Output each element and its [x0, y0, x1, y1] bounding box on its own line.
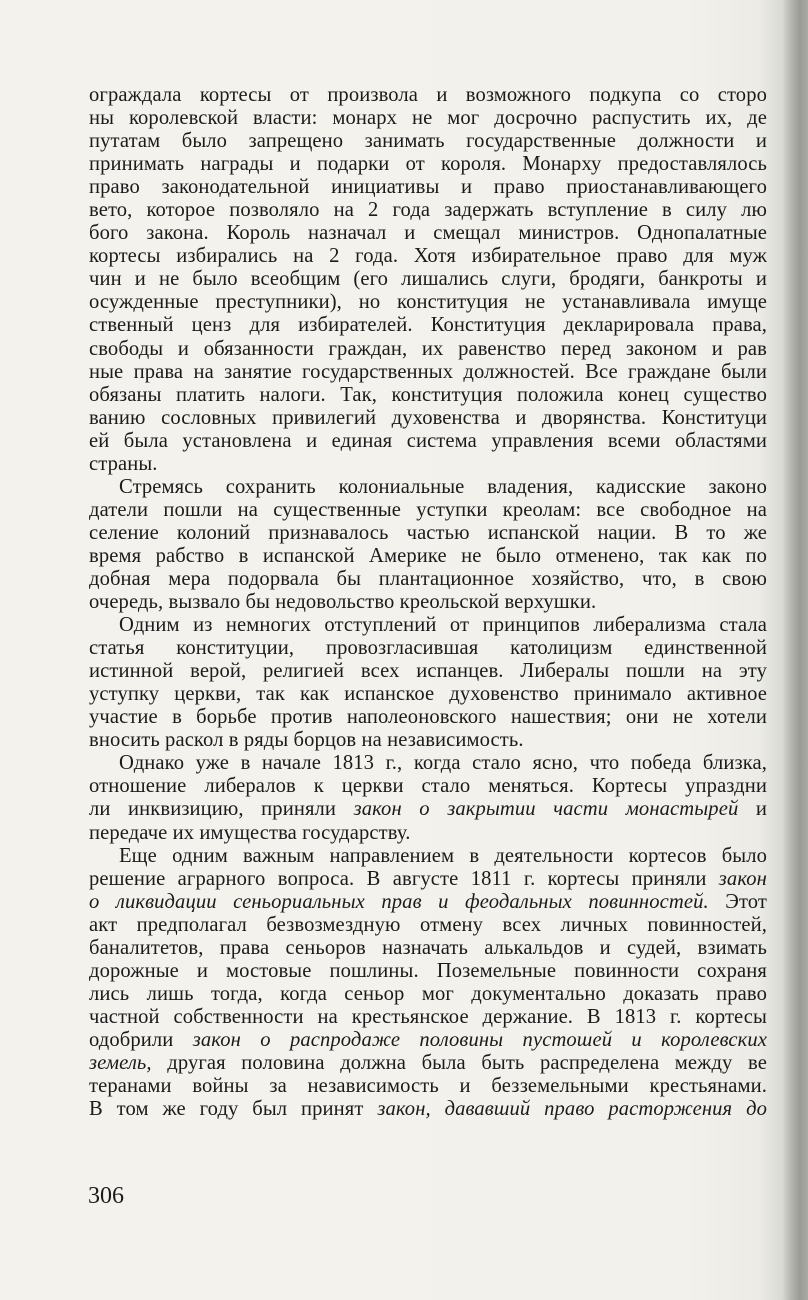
- text-segment: страны.: [89, 452, 158, 475]
- text-line: [89, 706, 767, 729]
- text-line: [89, 1075, 767, 1098]
- text-line: [89, 868, 767, 891]
- text-line: [89, 268, 767, 291]
- page-gutter-shadow: [782, 0, 808, 1300]
- text-segment: отношение либералов к церкви стало меняться. Кортесы упраздни: [89, 775, 767, 798]
- text-line: [89, 960, 767, 983]
- text-segment: право законодательной инициативы и право приостанавливающего: [89, 176, 767, 199]
- italic-text-segment: закон о распродаже половины пустошей и королевских: [192, 1028, 767, 1051]
- text-line: [89, 314, 767, 337]
- text-segment: ей была установлена и единая система управления всеми областями: [89, 429, 767, 452]
- text-line: [89, 798, 767, 821]
- text-segment: селение колоний признавалось частью испанской нации. В то же: [89, 521, 767, 544]
- text-line: [89, 1006, 767, 1029]
- text-line: [89, 176, 767, 199]
- text-segment: Одним из немногих отступлений от принципов либерализма стала: [119, 614, 767, 637]
- text-segment: лись лишь тогда, когда сеньор мог документально доказать право: [89, 982, 767, 1005]
- text-line: [89, 361, 767, 384]
- text-segment: другая половина должна была быть распределена между ве: [151, 1051, 767, 1074]
- text-line: [89, 522, 767, 545]
- text-line: [89, 660, 767, 683]
- text-line: [89, 453, 767, 476]
- text-line: [89, 545, 767, 568]
- text-segment: свободы и обязанности граждан, их равенство перед законом и рав: [89, 337, 767, 360]
- text-segment: теранами войны за независимость и безземельными крестьянами.: [89, 1075, 767, 1098]
- italic-text-segment: о ликвидации сеньориальных прав и феодальных повинностей.: [89, 890, 709, 913]
- text-segment: статья конституции, провозгласившая католицизм единственной: [89, 637, 767, 660]
- text-segment: В том же году был принят: [89, 1098, 378, 1121]
- text-line: [89, 937, 767, 960]
- text-line: [89, 130, 767, 153]
- text-line: [89, 499, 767, 522]
- text-line: [89, 384, 767, 407]
- text-segment: бого закона. Король назначал и смещал министров. Однопалатные: [89, 222, 767, 245]
- text-segment: Однако уже в начале 1813 г., когда стало ясно, что победа близка,: [119, 752, 767, 775]
- text-segment: время рабство в испанской Америке не было отменено, так как по: [89, 544, 767, 567]
- text-line: [89, 752, 767, 775]
- text-line: [89, 683, 767, 706]
- text-segment: обязаны платить налоги. Так, конституция положила конец существо: [89, 383, 767, 406]
- text-segment: ограждала кортесы от произвола и возможного подкупа со сторо: [89, 84, 767, 106]
- text-line: [89, 1052, 767, 1075]
- text-line: [89, 476, 767, 499]
- text-segment: одобрили: [89, 1028, 193, 1051]
- text-line: [89, 775, 767, 798]
- italic-text-segment: закон о закрытии части монастырей: [353, 798, 739, 821]
- text-segment: уступку церкви, так как испанское духовенство принимало активное: [89, 683, 767, 706]
- text-segment: ны королевской власти: монарх не мог досрочно распустить их, де: [89, 107, 767, 130]
- text-line: [89, 822, 767, 845]
- text-line: [89, 407, 767, 430]
- text-segment: Еще одним важным направлением в деятельности кортесов было: [119, 844, 767, 867]
- text-line: [89, 591, 767, 614]
- text-line: [89, 84, 767, 107]
- text-segment: баналитетов, права сеньоров назначать алькальдов и судей, взимать: [89, 936, 767, 959]
- body-text: [89, 84, 767, 1121]
- text-line: [89, 107, 767, 130]
- text-line: [89, 1098, 767, 1121]
- text-line: [89, 891, 767, 914]
- text-line: [89, 430, 767, 453]
- text-line: [89, 845, 767, 868]
- text-line: [89, 222, 767, 245]
- text-segment: ные права на занятие государственных должностей. Все граждане были: [89, 360, 767, 383]
- text-line: [89, 153, 767, 176]
- text-line: [89, 729, 767, 752]
- text-line: [89, 291, 767, 314]
- text-line: [89, 568, 767, 591]
- italic-text-segment: закон, дававший право расторжения до: [377, 1098, 767, 1121]
- italic-text-segment: закон: [718, 867, 767, 890]
- text-line: [89, 637, 767, 660]
- text-line: [89, 338, 767, 361]
- text-segment: чин и не было всеобщим (его лишались слуги, бродяги, банкроты и: [89, 268, 767, 291]
- text-line: [89, 1029, 767, 1052]
- text-segment: частной собственности на крестьянское держание. В 1813 г. кортесы: [89, 1005, 767, 1028]
- text-line: [89, 199, 767, 222]
- text-segment: и: [738, 798, 767, 821]
- text-segment: акт предполагал безвозмездную отмену всех личных повинностей,: [89, 913, 767, 936]
- text-segment: истинной верой, религией всех испанцев. Либералы пошли на эту: [89, 660, 767, 683]
- text-line: [89, 614, 767, 637]
- text-segment: передаче их имущества государству.: [89, 821, 411, 844]
- text-line: [89, 245, 767, 268]
- text-segment: ванию сословных привилегий духовенства и дворянства. Конституци: [89, 406, 767, 429]
- text-segment: Стремясь сохранить колониальные владения, кадисские законо: [119, 475, 767, 498]
- text-segment: очередь, вызвало бы недовольство креольской верхушки.: [89, 591, 597, 614]
- text-segment: кортесы избирались на 2 года. Хотя избирательное право для муж: [89, 245, 767, 268]
- text-segment: решение аграрного вопроса. В августе 1811 г. кортесы приняли: [89, 867, 719, 890]
- text-segment: ли инквизицию, приняли: [89, 798, 354, 821]
- text-segment: датели пошли на существенные уступки креолам: все свободное на: [89, 498, 767, 521]
- text-segment: вносить раскол в ряды борцов на независимость.: [89, 729, 524, 752]
- text-segment: участие в борьбе против наполеоновского нашествия; они не хотели: [89, 706, 767, 729]
- text-segment: принимать награды и подарки от короля. Монарху предоставлялось: [89, 153, 767, 176]
- text-line: [89, 914, 767, 937]
- text-line: [89, 983, 767, 1006]
- text-segment: дорожные и мостовые пошлины. Поземельные повинности сохраня: [89, 959, 767, 982]
- italic-text-segment: земель,: [89, 1051, 152, 1074]
- text-segment: добная мера подорвала бы плантационное хозяйство, что, в свою: [89, 567, 767, 590]
- text-segment: осужденные преступники), но конституция не устанавливала имуще: [89, 291, 767, 314]
- text-segment: вето, которое позволяло на 2 года задержать вступление в силу лю: [89, 199, 767, 222]
- text-segment: путатам было запрещено занимать государственные должности и: [89, 130, 767, 153]
- text-segment: Этот: [708, 890, 767, 913]
- page-number: 306: [88, 1183, 124, 1209]
- text-segment: ственный ценз для избирателей. Конституция декларировала права,: [89, 314, 767, 337]
